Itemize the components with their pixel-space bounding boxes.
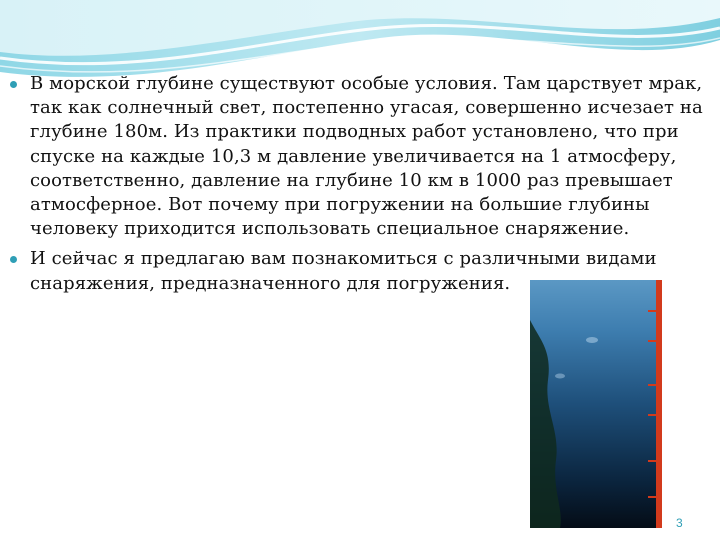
sea-depth-image (530, 280, 662, 528)
bullet-text: И сейчас я предлагаю вам познакомиться с различными видами снаряжения, предназначенного для погружения. (30, 248, 657, 294)
bullet-icon (10, 256, 17, 263)
slide-number: 3 (676, 516, 683, 530)
bullet-text: В морской глубине существуют особые условия. Там царствует мрак, так как солнечный свет, постепенно угасая, совершенно исчезает на глубине 180м. Из практики подводных работ установлено, что при спуске на каждые 10,3 м давление увеличивается на 1 атмосферу, соответственно, давление на глубине 10 км в 1000 раз превышает атмосферное. Вот почему при погружении на большие глубины человеку приходится использовать специальное снаряжение. (30, 73, 703, 240)
slide-content (8, 72, 708, 302)
bullet-icon (10, 81, 17, 88)
bullet-item (8, 72, 708, 241)
